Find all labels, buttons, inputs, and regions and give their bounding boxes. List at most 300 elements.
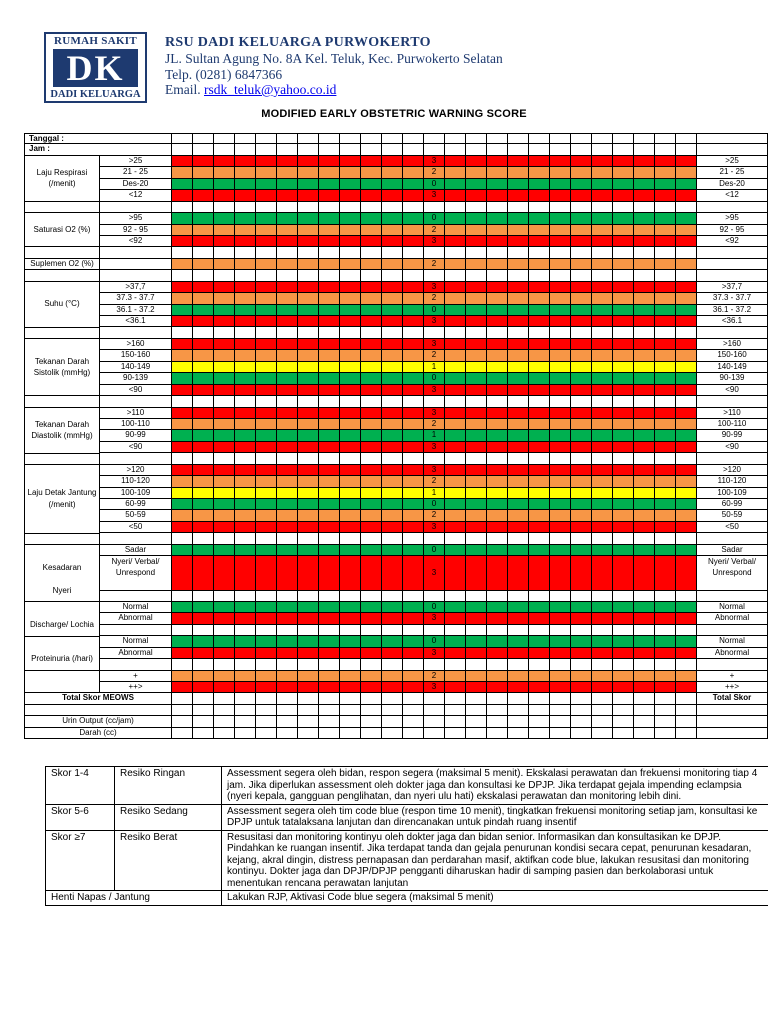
- entry-cell[interactable]: [172, 419, 193, 430]
- entry-cell[interactable]: [676, 373, 697, 384]
- entry-cell[interactable]: [403, 636, 424, 647]
- entry-cell[interactable]: [529, 385, 550, 396]
- entry-cell[interactable]: [634, 259, 655, 270]
- entry-cell[interactable]: [613, 144, 634, 155]
- entry-cell[interactable]: [613, 453, 634, 464]
- entry-cell[interactable]: [214, 613, 235, 624]
- entry-cell[interactable]: [529, 728, 550, 739]
- entry-cell[interactable]: [403, 373, 424, 384]
- entry-cell[interactable]: [277, 591, 298, 602]
- entry-cell[interactable]: [424, 625, 445, 636]
- entry-cell[interactable]: [403, 476, 424, 487]
- entry-cell[interactable]: [319, 682, 340, 693]
- entry-cell[interactable]: [529, 167, 550, 178]
- entry-cell[interactable]: [487, 671, 508, 682]
- entry-cell[interactable]: [592, 453, 613, 464]
- entry-cell[interactable]: [634, 419, 655, 430]
- entry-cell[interactable]: [382, 270, 403, 281]
- entry-cell[interactable]: [193, 305, 214, 316]
- entry-cell[interactable]: [655, 465, 676, 476]
- entry-cell[interactable]: [193, 442, 214, 453]
- entry-cell[interactable]: [277, 282, 298, 293]
- entry-cell[interactable]: [676, 408, 697, 419]
- entry-cell[interactable]: [382, 236, 403, 247]
- entry-cell[interactable]: [550, 671, 571, 682]
- entry-cell[interactable]: [319, 179, 340, 190]
- entry-cell[interactable]: [508, 636, 529, 647]
- entry-cell[interactable]: [298, 213, 319, 224]
- entry-cell[interactable]: [571, 305, 592, 316]
- entry-cell[interactable]: [319, 350, 340, 361]
- entry-cell[interactable]: [193, 133, 214, 144]
- entry-cell[interactable]: [445, 659, 466, 670]
- entry-cell[interactable]: [424, 716, 445, 727]
- entry-cell[interactable]: [676, 671, 697, 682]
- entry-cell[interactable]: [361, 156, 382, 167]
- entry-cell[interactable]: [529, 716, 550, 727]
- entry-cell[interactable]: [340, 648, 361, 659]
- entry-cell[interactable]: [676, 190, 697, 201]
- entry-cell[interactable]: [298, 282, 319, 293]
- entry-cell[interactable]: [508, 716, 529, 727]
- entry-cell[interactable]: [676, 533, 697, 544]
- entry-cell[interactable]: [592, 693, 613, 704]
- entry-cell[interactable]: [403, 270, 424, 281]
- entry-cell[interactable]: [214, 259, 235, 270]
- entry-cell[interactable]: [193, 465, 214, 476]
- entry-cell[interactable]: [256, 682, 277, 693]
- entry-cell[interactable]: [256, 190, 277, 201]
- entry-cell[interactable]: [676, 362, 697, 373]
- entry-cell[interactable]: [529, 213, 550, 224]
- entry-cell[interactable]: [172, 533, 193, 544]
- entry-cell[interactable]: [403, 510, 424, 521]
- entry-cell[interactable]: [445, 488, 466, 499]
- entry-cell[interactable]: [613, 545, 634, 556]
- entry-cell[interactable]: [529, 465, 550, 476]
- entry-cell[interactable]: [634, 225, 655, 236]
- entry-cell[interactable]: [508, 247, 529, 258]
- entry-cell[interactable]: [445, 705, 466, 716]
- entry-cell[interactable]: [340, 659, 361, 670]
- entry-cell[interactable]: [214, 408, 235, 419]
- entry-cell[interactable]: [214, 213, 235, 224]
- entry-cell[interactable]: [340, 591, 361, 602]
- entry-cell[interactable]: [508, 396, 529, 407]
- entry-cell[interactable]: [445, 693, 466, 704]
- entry-cell[interactable]: [445, 430, 466, 441]
- entry-cell[interactable]: [466, 659, 487, 670]
- entry-cell[interactable]: [235, 385, 256, 396]
- entry-cell[interactable]: [319, 144, 340, 155]
- entry-cell[interactable]: [193, 408, 214, 419]
- entry-cell[interactable]: [508, 133, 529, 144]
- entry-cell[interactable]: [382, 636, 403, 647]
- entry-cell[interactable]: [592, 625, 613, 636]
- entry-cell[interactable]: [613, 327, 634, 338]
- entry-cell[interactable]: [277, 613, 298, 624]
- entry-cell[interactable]: [676, 225, 697, 236]
- entry-cell[interactable]: [613, 179, 634, 190]
- entry-cell[interactable]: [529, 133, 550, 144]
- entry-cell[interactable]: [256, 385, 277, 396]
- entry-cell[interactable]: [256, 522, 277, 533]
- entry-cell[interactable]: [403, 671, 424, 682]
- entry-cell[interactable]: [277, 350, 298, 361]
- entry-cell[interactable]: [403, 613, 424, 624]
- entry-cell[interactable]: [256, 305, 277, 316]
- entry-cell[interactable]: [613, 213, 634, 224]
- entry-cell[interactable]: [235, 613, 256, 624]
- entry-cell[interactable]: [613, 591, 634, 602]
- entry-cell[interactable]: [613, 156, 634, 167]
- entry-cell[interactable]: [277, 385, 298, 396]
- entry-cell[interactable]: [193, 488, 214, 499]
- entry-cell[interactable]: [676, 156, 697, 167]
- entry-cell[interactable]: [466, 682, 487, 693]
- entry-cell[interactable]: [445, 350, 466, 361]
- entry-cell[interactable]: [298, 716, 319, 727]
- entry-cell[interactable]: [529, 488, 550, 499]
- entry-cell[interactable]: [256, 202, 277, 213]
- entry-cell[interactable]: [571, 419, 592, 430]
- entry-cell[interactable]: [655, 179, 676, 190]
- entry-cell[interactable]: [466, 270, 487, 281]
- entry-cell[interactable]: [382, 453, 403, 464]
- entry-cell[interactable]: [613, 430, 634, 441]
- entry-cell[interactable]: [550, 728, 571, 739]
- entry-cell[interactable]: [676, 202, 697, 213]
- entry-cell[interactable]: [466, 602, 487, 613]
- entry-cell[interactable]: [613, 270, 634, 281]
- entry-cell[interactable]: [172, 602, 193, 613]
- entry-cell[interactable]: [214, 236, 235, 247]
- entry-cell[interactable]: [466, 236, 487, 247]
- entry-cell[interactable]: [214, 190, 235, 201]
- entry-cell[interactable]: [403, 156, 424, 167]
- entry-cell[interactable]: [319, 385, 340, 396]
- entry-cell[interactable]: [277, 190, 298, 201]
- entry-cell[interactable]: [319, 499, 340, 510]
- entry-cell[interactable]: [235, 522, 256, 533]
- entry-cell[interactable]: [508, 465, 529, 476]
- entry-cell[interactable]: [571, 659, 592, 670]
- entry-cell[interactable]: [340, 510, 361, 521]
- entry-cell[interactable]: [235, 236, 256, 247]
- entry-cell[interactable]: [445, 636, 466, 647]
- entry-cell[interactable]: [487, 305, 508, 316]
- entry-cell[interactable]: [193, 282, 214, 293]
- entry-cell[interactable]: [655, 373, 676, 384]
- entry-cell[interactable]: [277, 225, 298, 236]
- entry-cell[interactable]: [571, 430, 592, 441]
- entry-cell[interactable]: [445, 213, 466, 224]
- entry-cell[interactable]: [319, 316, 340, 327]
- entry-cell[interactable]: [298, 453, 319, 464]
- entry-cell[interactable]: [382, 385, 403, 396]
- entry-cell[interactable]: [571, 728, 592, 739]
- entry-cell[interactable]: [445, 408, 466, 419]
- entry-cell[interactable]: [298, 270, 319, 281]
- entry-cell[interactable]: [466, 167, 487, 178]
- entry-cell[interactable]: [361, 202, 382, 213]
- entry-cell[interactable]: [676, 350, 697, 361]
- entry-cell[interactable]: [655, 362, 676, 373]
- entry-cell[interactable]: [529, 533, 550, 544]
- entry-cell[interactable]: [487, 236, 508, 247]
- entry-cell[interactable]: [445, 545, 466, 556]
- entry-cell[interactable]: [361, 556, 382, 590]
- entry-cell[interactable]: [487, 716, 508, 727]
- entry-cell[interactable]: [571, 602, 592, 613]
- entry-cell[interactable]: [256, 419, 277, 430]
- entry-cell[interactable]: [592, 716, 613, 727]
- entry-cell[interactable]: [592, 327, 613, 338]
- entry-cell[interactable]: [571, 190, 592, 201]
- entry-cell[interactable]: [466, 522, 487, 533]
- entry-cell[interactable]: [256, 350, 277, 361]
- entry-cell[interactable]: [529, 327, 550, 338]
- entry-cell[interactable]: [361, 247, 382, 258]
- entry-cell[interactable]: [466, 625, 487, 636]
- entry-cell[interactable]: [571, 236, 592, 247]
- entry-cell[interactable]: [235, 327, 256, 338]
- entry-cell[interactable]: [172, 316, 193, 327]
- entry-cell[interactable]: [445, 533, 466, 544]
- entry-cell[interactable]: [172, 225, 193, 236]
- entry-cell[interactable]: [424, 728, 445, 739]
- entry-cell[interactable]: [634, 408, 655, 419]
- entry-cell[interactable]: [277, 716, 298, 727]
- entry-cell[interactable]: [298, 682, 319, 693]
- entry-cell[interactable]: [319, 373, 340, 384]
- entry-cell[interactable]: [571, 144, 592, 155]
- entry-cell[interactable]: [340, 327, 361, 338]
- entry-cell[interactable]: [382, 510, 403, 521]
- entry-cell[interactable]: [550, 190, 571, 201]
- entry-cell[interactable]: [508, 190, 529, 201]
- entry-cell[interactable]: [550, 465, 571, 476]
- entry-cell[interactable]: [529, 419, 550, 430]
- entry-cell[interactable]: [487, 705, 508, 716]
- entry-cell[interactable]: [487, 362, 508, 373]
- entry-cell[interactable]: [319, 305, 340, 316]
- entry-cell[interactable]: [340, 533, 361, 544]
- entry-cell[interactable]: [508, 270, 529, 281]
- entry-cell[interactable]: [235, 133, 256, 144]
- entry-cell[interactable]: [655, 522, 676, 533]
- entry-cell[interactable]: [403, 327, 424, 338]
- entry-cell[interactable]: [592, 419, 613, 430]
- entry-cell[interactable]: [382, 533, 403, 544]
- entry-cell[interactable]: [361, 225, 382, 236]
- entry-cell[interactable]: [550, 430, 571, 441]
- entry-cell[interactable]: [487, 533, 508, 544]
- entry-cell[interactable]: [172, 671, 193, 682]
- entry-cell[interactable]: [277, 236, 298, 247]
- entry-cell[interactable]: [445, 385, 466, 396]
- entry-cell[interactable]: [172, 259, 193, 270]
- entry-cell[interactable]: [613, 408, 634, 419]
- entry-cell[interactable]: [466, 293, 487, 304]
- entry-cell[interactable]: [235, 488, 256, 499]
- entry-cell[interactable]: [172, 465, 193, 476]
- entry-cell[interactable]: [592, 179, 613, 190]
- entry-cell[interactable]: [424, 270, 445, 281]
- entry-cell[interactable]: [277, 408, 298, 419]
- entry-cell[interactable]: [634, 716, 655, 727]
- entry-cell[interactable]: [319, 190, 340, 201]
- entry-cell[interactable]: [445, 316, 466, 327]
- entry-cell[interactable]: [424, 693, 445, 704]
- entry-cell[interactable]: [277, 156, 298, 167]
- entry-cell[interactable]: [193, 339, 214, 350]
- entry-cell[interactable]: [193, 636, 214, 647]
- entry-cell[interactable]: [403, 442, 424, 453]
- entry-cell[interactable]: [550, 659, 571, 670]
- entry-cell[interactable]: [466, 636, 487, 647]
- entry-cell[interactable]: [298, 350, 319, 361]
- entry-cell[interactable]: [550, 350, 571, 361]
- entry-cell[interactable]: [403, 488, 424, 499]
- entry-cell[interactable]: [382, 591, 403, 602]
- entry-cell[interactable]: [466, 408, 487, 419]
- entry-cell[interactable]: [550, 648, 571, 659]
- entry-cell[interactable]: [214, 419, 235, 430]
- entry-cell[interactable]: [613, 648, 634, 659]
- entry-cell[interactable]: [445, 293, 466, 304]
- entry-cell[interactable]: [550, 499, 571, 510]
- entry-cell[interactable]: [655, 225, 676, 236]
- entry-cell[interactable]: [382, 682, 403, 693]
- entry-cell[interactable]: [655, 190, 676, 201]
- entry-cell[interactable]: [403, 682, 424, 693]
- entry-cell[interactable]: [214, 625, 235, 636]
- entry-cell[interactable]: [571, 225, 592, 236]
- entry-cell[interactable]: [340, 556, 361, 590]
- entry-cell[interactable]: [424, 659, 445, 670]
- entry-cell[interactable]: [529, 556, 550, 590]
- entry-cell[interactable]: [172, 488, 193, 499]
- entry-cell[interactable]: [256, 556, 277, 590]
- entry-cell[interactable]: [445, 190, 466, 201]
- entry-cell[interactable]: [655, 202, 676, 213]
- entry-cell[interactable]: [655, 293, 676, 304]
- entry-cell[interactable]: [382, 225, 403, 236]
- entry-cell[interactable]: [172, 453, 193, 464]
- entry-cell[interactable]: [340, 385, 361, 396]
- entry-cell[interactable]: [319, 533, 340, 544]
- entry-cell[interactable]: [592, 316, 613, 327]
- entry-cell[interactable]: [676, 522, 697, 533]
- entry-cell[interactable]: [550, 282, 571, 293]
- entry-cell[interactable]: [655, 213, 676, 224]
- entry-cell[interactable]: [172, 522, 193, 533]
- entry-cell[interactable]: [571, 648, 592, 659]
- entry-cell[interactable]: [613, 305, 634, 316]
- entry-cell[interactable]: [613, 133, 634, 144]
- entry-cell[interactable]: [655, 156, 676, 167]
- entry-cell[interactable]: [403, 133, 424, 144]
- entry-cell[interactable]: [445, 625, 466, 636]
- entry-cell[interactable]: [340, 671, 361, 682]
- entry-cell[interactable]: [487, 225, 508, 236]
- entry-cell[interactable]: [319, 259, 340, 270]
- entry-cell[interactable]: [613, 510, 634, 521]
- entry-cell[interactable]: [634, 522, 655, 533]
- entry-cell[interactable]: [214, 671, 235, 682]
- entry-cell[interactable]: [487, 613, 508, 624]
- entry-cell[interactable]: [613, 613, 634, 624]
- entry-cell[interactable]: [655, 682, 676, 693]
- entry-cell[interactable]: [319, 510, 340, 521]
- entry-cell[interactable]: [340, 167, 361, 178]
- entry-cell[interactable]: [256, 705, 277, 716]
- entry-cell[interactable]: [592, 133, 613, 144]
- entry-cell[interactable]: [634, 282, 655, 293]
- entry-cell[interactable]: [298, 408, 319, 419]
- entry-cell[interactable]: [403, 522, 424, 533]
- entry-cell[interactable]: [508, 167, 529, 178]
- entry-cell[interactable]: [193, 316, 214, 327]
- entry-cell[interactable]: [445, 396, 466, 407]
- entry-cell[interactable]: [193, 705, 214, 716]
- entry-cell[interactable]: [466, 156, 487, 167]
- entry-cell[interactable]: [487, 202, 508, 213]
- entry-cell[interactable]: [634, 682, 655, 693]
- entry-cell[interactable]: [424, 327, 445, 338]
- entry-cell[interactable]: [655, 144, 676, 155]
- entry-cell[interactable]: [361, 408, 382, 419]
- entry-cell[interactable]: [529, 602, 550, 613]
- entry-cell[interactable]: [235, 259, 256, 270]
- entry-cell[interactable]: [235, 247, 256, 258]
- entry-cell[interactable]: [613, 488, 634, 499]
- entry-cell[interactable]: [340, 339, 361, 350]
- entry-cell[interactable]: [466, 282, 487, 293]
- entry-cell[interactable]: [172, 716, 193, 727]
- entry-cell[interactable]: [466, 133, 487, 144]
- entry-cell[interactable]: [319, 133, 340, 144]
- entry-cell[interactable]: [319, 476, 340, 487]
- entry-cell[interactable]: [235, 659, 256, 670]
- entry-cell[interactable]: [193, 556, 214, 590]
- entry-cell[interactable]: [424, 133, 445, 144]
- entry-cell[interactable]: [508, 430, 529, 441]
- entry-cell[interactable]: [298, 613, 319, 624]
- entry-cell[interactable]: [445, 602, 466, 613]
- entry-cell[interactable]: [676, 339, 697, 350]
- entry-cell[interactable]: [508, 533, 529, 544]
- entry-cell[interactable]: [319, 430, 340, 441]
- entry-cell[interactable]: [445, 591, 466, 602]
- entry-cell[interactable]: [529, 179, 550, 190]
- entry-cell[interactable]: [235, 190, 256, 201]
- entry-cell[interactable]: [403, 385, 424, 396]
- entry-cell[interactable]: [382, 476, 403, 487]
- entry-cell[interactable]: [529, 636, 550, 647]
- entry-cell[interactable]: [529, 522, 550, 533]
- entry-cell[interactable]: [319, 202, 340, 213]
- entry-cell[interactable]: [277, 144, 298, 155]
- entry-cell[interactable]: [592, 167, 613, 178]
- entry-cell[interactable]: [172, 327, 193, 338]
- entry-cell[interactable]: [277, 499, 298, 510]
- entry-cell[interactable]: [340, 225, 361, 236]
- entry-cell[interactable]: [172, 430, 193, 441]
- entry-cell[interactable]: [277, 545, 298, 556]
- entry-cell[interactable]: [613, 659, 634, 670]
